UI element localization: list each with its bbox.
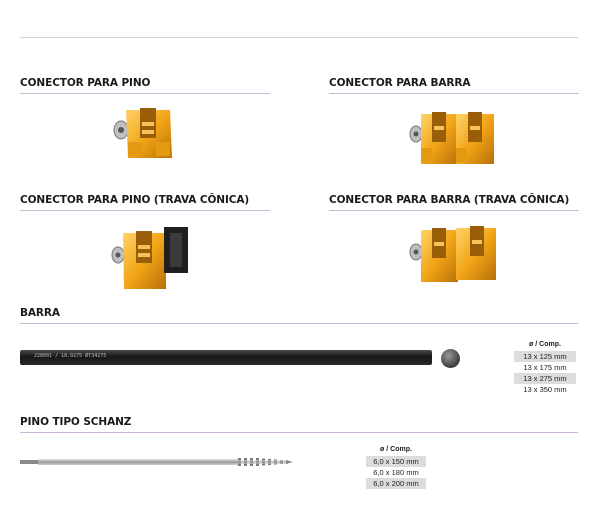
spec-row: 13 x 175 mm [523,363,567,372]
section-title: BARRA [20,307,60,319]
spec-header: ø / Comp. [529,341,561,348]
pino-schanz-image [20,455,294,469]
spec-row: 13 x 125 mm [514,351,576,362]
barra-spec-table [514,341,576,395]
section-divider [329,93,579,94]
section-title: CONECTOR PARA PINO (TRAVA CÔNICA) [20,194,250,206]
section-conector-barra [329,77,579,94]
conector-barra-image [408,106,500,172]
section-divider [20,432,578,433]
section-title: CONECTOR PARA PINO [20,77,151,89]
section-title: CONECTOR PARA BARRA (TRAVA CÔNICA) [329,194,570,206]
conector-pino-image [112,104,176,166]
section-divider [20,93,270,94]
spec-header: ø / Comp. [380,446,412,453]
section-divider [20,210,270,211]
section-conector-barra-trava [329,194,579,211]
spec-row: 13 x 350 mm [523,385,567,394]
spec-row: 6,0 x 180 mm [373,468,419,477]
section-conector-pino [20,77,270,94]
section-title: CONECTOR PARA BARRA [329,77,471,89]
barra-end-view-image [441,349,460,368]
conector-pino-trava-image [110,223,192,293]
section-divider [20,323,578,324]
barra-rod-image [20,350,432,365]
spec-row: 6,0 x 200 mm [366,478,426,489]
pino-spec-table [366,446,426,489]
section-title: PINO TIPO SCHANZ [20,416,132,428]
top-divider [20,37,578,38]
spec-row: 6,0 x 150 mm [366,456,426,467]
section-pino [20,416,578,433]
conector-barra-trava-image [408,222,500,288]
section-divider [329,210,579,211]
spec-row: 13 x 275 mm [514,373,576,384]
barra-engraving: 228001 / 18.0275 ØT34275 [34,353,107,359]
section-conector-pino-trava [20,194,270,211]
section-barra [20,307,578,324]
